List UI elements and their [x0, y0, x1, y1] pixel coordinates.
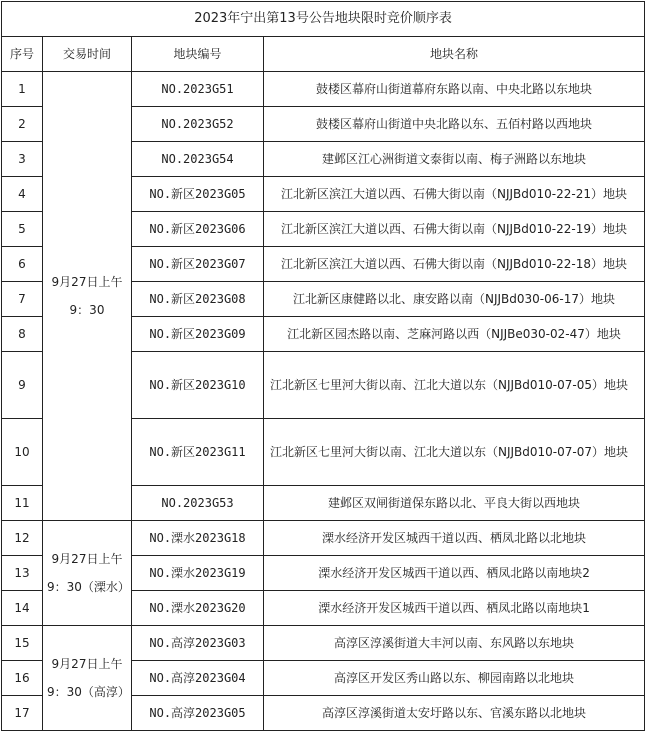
- row-code: NO.高淳2023G03: [132, 626, 264, 661]
- auction-order-table: [1, 1, 645, 731]
- row-code: NO.2023G54: [132, 142, 264, 177]
- time-cell-group-1: [43, 72, 132, 521]
- row-name: 江北新区滨江大道以西、石佛大街以南（NJJBd010-22-18）地块: [264, 247, 645, 282]
- row-seq: 12: [2, 521, 43, 556]
- time-cell-group-2: [43, 521, 132, 626]
- row-seq: 6: [2, 247, 43, 282]
- row-code: NO.新区2023G05: [132, 177, 264, 212]
- row-name: 高淳区淳溪街道大丰河以南、东风路以东地块: [264, 626, 645, 661]
- row-code: NO.高淳2023G04: [132, 661, 264, 696]
- time-date: 9月27日上午: [51, 552, 123, 566]
- time-hour: 9：30（溧水）: [47, 580, 130, 594]
- row-code: NO.新区2023G07: [132, 247, 264, 282]
- row-name: 高淳区淳溪街道太安圩路以东、官溪东路以北地块: [264, 696, 645, 731]
- header-seq: 序号: [2, 37, 43, 72]
- row-code: NO.2023G52: [132, 107, 264, 142]
- row-seq: 10: [2, 419, 43, 486]
- row-name: 鼓楼区幕府山街道幕府东路以南、中央北路以东地块: [264, 72, 645, 107]
- row-code: NO.新区2023G10: [132, 352, 264, 419]
- row-name: 溧水经济开发区城西干道以西、栖凤北路以北地块: [264, 521, 645, 556]
- row-seq: 2: [2, 107, 43, 142]
- table-row: [2, 72, 645, 107]
- time-date: 9月27日上午: [51, 275, 123, 289]
- row-name: 高淳区开发区秀山路以东、柳园南路以北地块: [264, 661, 645, 696]
- row-seq: 5: [2, 212, 43, 247]
- row-name: 江北新区康健路以北、康安路以南（NJJBd030-06-17）地块: [264, 282, 645, 317]
- row-seq: 9: [2, 352, 43, 419]
- table-row: [2, 626, 645, 661]
- row-seq: 16: [2, 661, 43, 696]
- row-seq: 4: [2, 177, 43, 212]
- row-seq: 17: [2, 696, 43, 731]
- row-code: NO.溧水2023G19: [132, 556, 264, 591]
- table-title: 2023年宁出第13号公告地块限时竞价顺序表: [2, 2, 645, 37]
- row-name: 江北新区滨江大道以西、石佛大街以南（NJJBd010-22-21）地块: [264, 177, 645, 212]
- row-name: 溧水经济开发区城西干道以西、栖凤北路以南地块2: [264, 556, 645, 591]
- row-code: NO.溧水2023G20: [132, 591, 264, 626]
- time-cell-group-3: [43, 626, 132, 731]
- row-seq: 3: [2, 142, 43, 177]
- row-seq: 8: [2, 317, 43, 352]
- row-code: NO.2023G51: [132, 72, 264, 107]
- row-name: 建邺区双闸街道保东路以北、平良大街以西地块: [264, 486, 645, 521]
- row-seq: 7: [2, 282, 43, 317]
- row-code: NO.溧水2023G18: [132, 521, 264, 556]
- row-seq: 13: [2, 556, 43, 591]
- row-name: 建邺区江心洲街道文泰街以南、梅子洲路以东地块: [264, 142, 645, 177]
- row-name: 鼓楼区幕府山街道中央北路以东、五佰村路以西地块: [264, 107, 645, 142]
- row-name: 江北新区园杰路以南、芝麻河路以西（NJJBe030-02-47）地块: [264, 317, 645, 352]
- row-code: NO.新区2023G09: [132, 317, 264, 352]
- header-code: 地块编号: [132, 37, 264, 72]
- row-code: NO.高淳2023G05: [132, 696, 264, 731]
- row-code: NO.新区2023G08: [132, 282, 264, 317]
- row-code: NO.新区2023G11: [132, 419, 264, 486]
- row-code: NO.2023G53: [132, 486, 264, 521]
- row-name: 江北新区七里河大街以南、江北大道以东（NJJBd010-07-07）地块: [264, 419, 645, 486]
- row-name: 溧水经济开发区城西干道以西、栖凤北路以南地块1: [264, 591, 645, 626]
- table-row: [2, 521, 645, 556]
- row-name: 江北新区七里河大街以南、江北大道以东（NJJBd010-07-05）地块: [264, 352, 645, 419]
- row-name: 江北新区滨江大道以西、石佛大街以南（NJJBd010-22-19）地块: [264, 212, 645, 247]
- table-title-row: [2, 2, 645, 37]
- row-seq: 11: [2, 486, 43, 521]
- time-date: 9月27日上午: [51, 657, 123, 671]
- time-hour: 9：30（高淳）: [47, 685, 130, 699]
- header-name: 地块名称: [264, 37, 645, 72]
- row-code: NO.新区2023G06: [132, 212, 264, 247]
- row-seq: 14: [2, 591, 43, 626]
- time-hour: 9：30: [69, 303, 105, 317]
- table-header-row: [2, 37, 645, 72]
- header-time: 交易时间: [43, 37, 132, 72]
- row-seq: 1: [2, 72, 43, 107]
- row-seq: 15: [2, 626, 43, 661]
